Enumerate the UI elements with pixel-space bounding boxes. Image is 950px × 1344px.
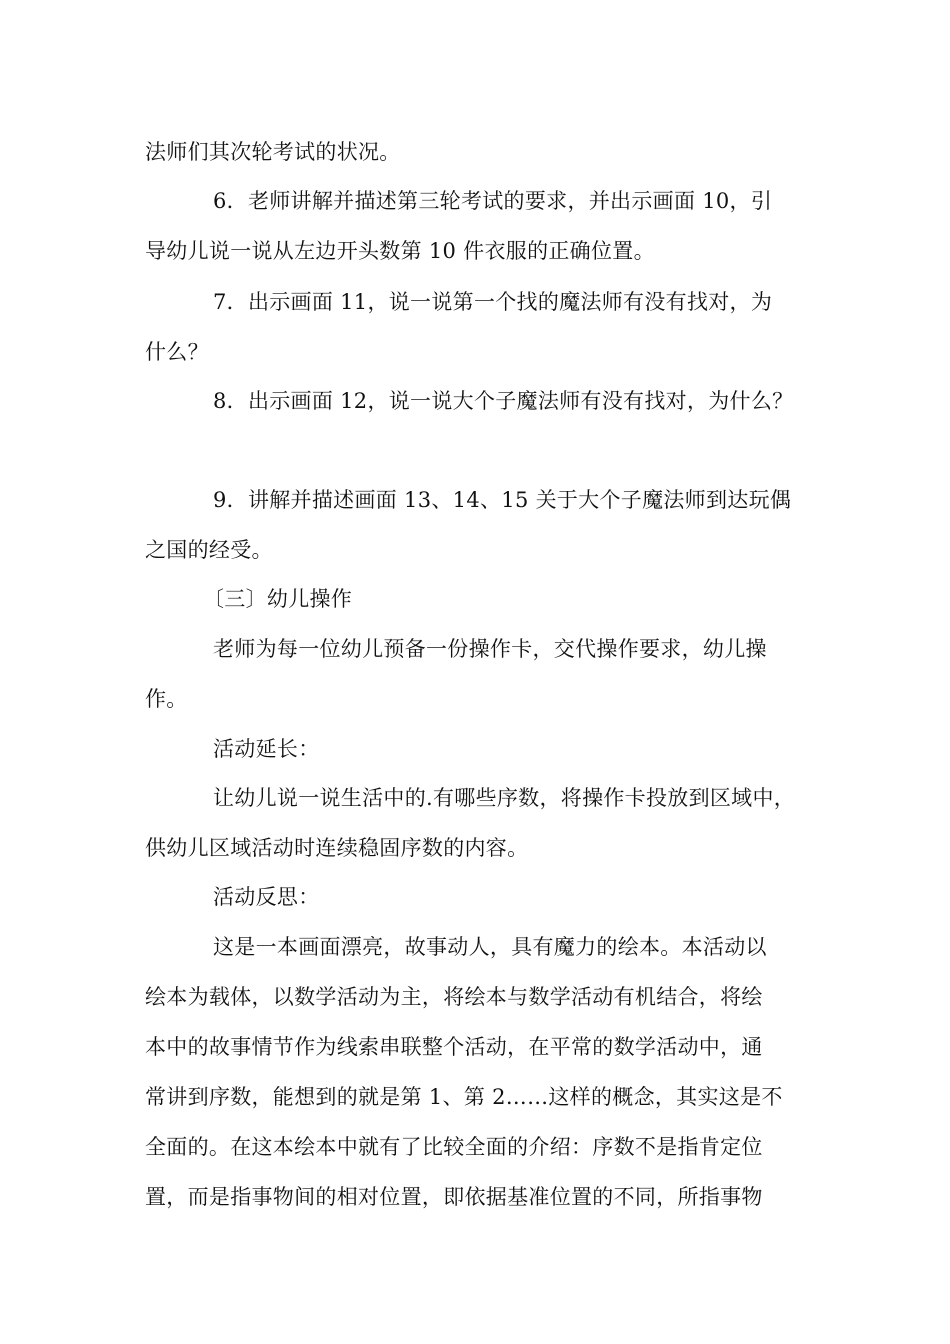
step-6-line-2: 导幼儿说一说从左边开头数第 10 件衣服的正确位置。 (145, 239, 655, 263)
reflection-line-6: 置，而是指事物间的相对位置，即依据基准位置的不同，所指事物 (145, 1185, 763, 1209)
reflection-heading: 活动反思： (213, 885, 320, 909)
extension-heading: 活动延长： (213, 737, 320, 761)
operation-line-1: 老师为每一位幼儿预备一份操作卡，交代操作要求，幼儿操 (213, 637, 767, 661)
operation-line-2: 作。 (145, 687, 188, 711)
step-9-line-2: 之国的经受。 (145, 538, 273, 562)
section-heading-3: 〔三〕幼儿操作 (203, 587, 353, 611)
step-6-line-1: 6．老师讲解并描述第三轮考试的要求，并出示画面 10，引 (213, 189, 773, 213)
step-7-line-2: 什么？ (145, 340, 209, 364)
text-line-1: 法师们其次轮考试的状况。 (145, 140, 401, 164)
reflection-line-1: 这是一本画面漂亮，故事动人，具有魔力的绘本。本活动以 (213, 935, 767, 959)
step-8-line: 8．出示画面 12，说一说大个子魔法师有没有找对，为什么？ (213, 389, 794, 413)
reflection-line-5: 全面的。在这本绘本中就有了比较全面的介绍：序数不是指肯定位 (145, 1135, 763, 1159)
reflection-line-3: 本中的故事情节作为线索串联整个活动，在平常的数学活动中，通 (145, 1035, 763, 1059)
reflection-line-4: 常讲到序数，能想到的就是第 1、第 2……这样的概念，其实这是不 (145, 1085, 783, 1109)
extension-line-2: 供幼儿区域活动时连续稳固序数的内容。 (145, 836, 529, 860)
extension-line-1: 让幼儿说一说生活中的.有哪些序数，将操作卡投放到区域中， (213, 786, 796, 810)
step-7-line-1: 7．出示画面 11，说一说第一个找的魔法师有没有找对，为 (213, 290, 773, 314)
reflection-line-2: 绘本为载体，以数学活动为主，将绘本与数学活动有机结合，将绘 (145, 985, 763, 1009)
step-9-line-1: 9．讲解并描述画面 13、14、15 关于大个子魔法师到达玩偶 (213, 488, 792, 512)
